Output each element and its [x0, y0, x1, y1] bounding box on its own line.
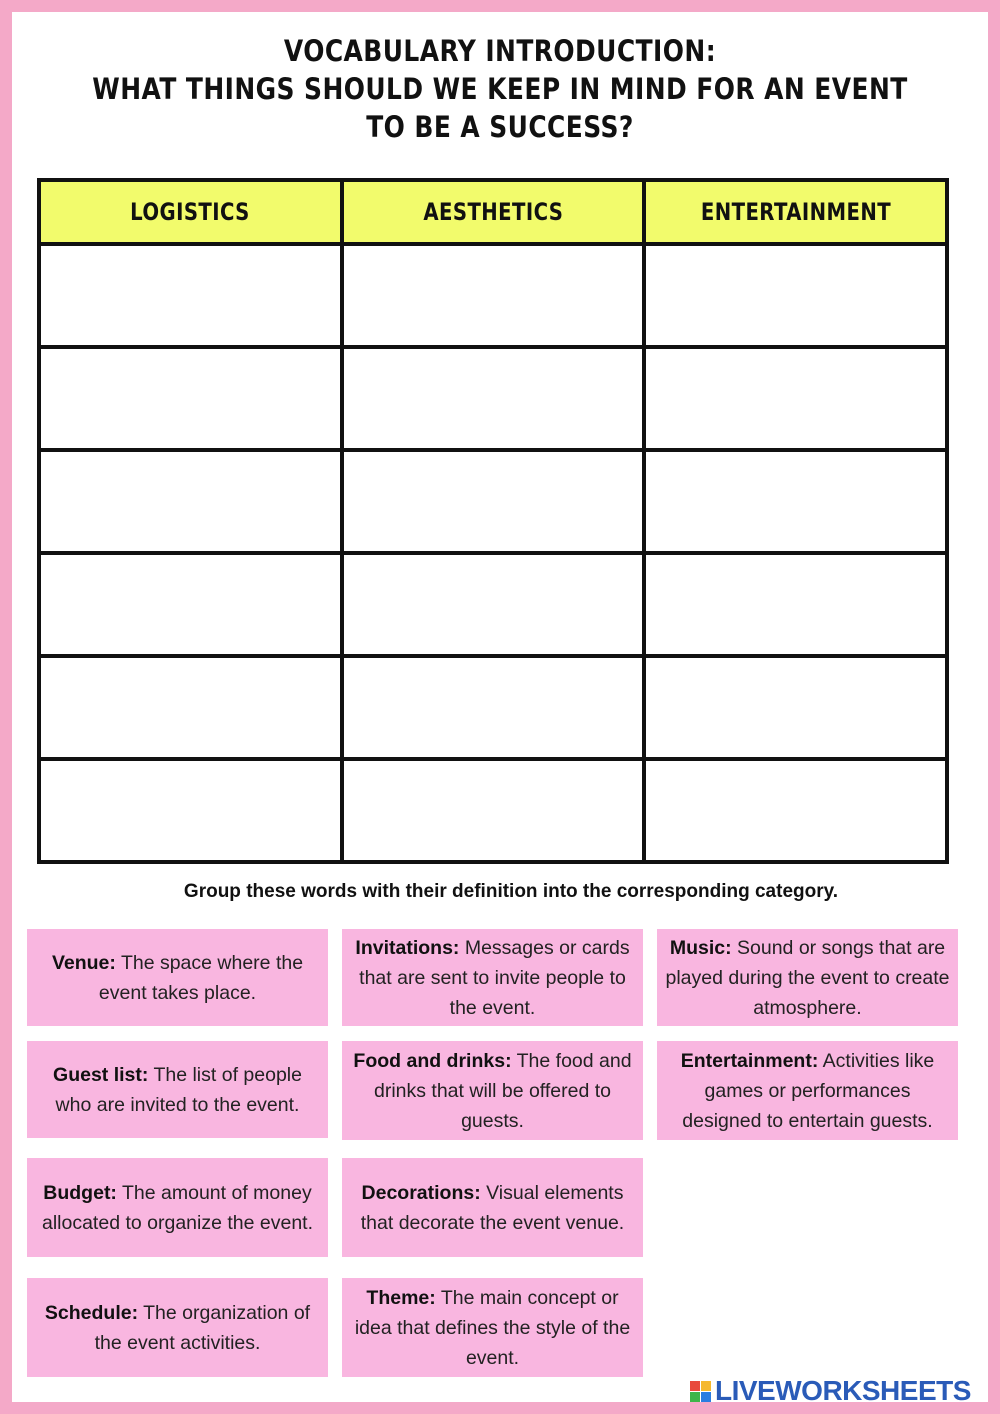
- drop-cell-logistics[interactable]: [39, 656, 342, 759]
- drop-cell-entertainment[interactable]: [644, 347, 947, 450]
- title-line-2: WHAT THINGS SHOULD WE KEEP IN MIND FOR AN EVENT: [92, 72, 908, 106]
- card-definition: Sound or songs that are played during the event to create atmosphere.: [665, 936, 950, 1019]
- drop-cell-logistics[interactable]: [39, 450, 342, 553]
- drop-cell-aesthetics[interactable]: [342, 450, 645, 553]
- drop-cell-logistics[interactable]: [39, 759, 342, 862]
- table-row: [39, 553, 947, 656]
- card-definition: The list of people who are invited to the event.: [55, 1063, 302, 1116]
- liveworksheets-logo[interactable]: [690, 1376, 971, 1406]
- card-definition: The main concept or idea that defines the style of the event.: [354, 1286, 631, 1369]
- card-term: Decorations:: [361, 1181, 481, 1204]
- card-term: Food and drinks:: [353, 1049, 512, 1072]
- drop-cell-aesthetics[interactable]: [342, 244, 645, 347]
- card-entertainment[interactable]: [657, 1041, 958, 1140]
- drop-cell-aesthetics[interactable]: [342, 553, 645, 656]
- card-text: [33, 1178, 322, 1238]
- card-text: [33, 948, 322, 1008]
- drop-cell-entertainment[interactable]: [644, 450, 947, 553]
- drop-cell-logistics[interactable]: [39, 347, 342, 450]
- table-row: [39, 244, 947, 347]
- header-aesthetics: AESTHETICS: [342, 180, 645, 244]
- card-guest-list[interactable]: [27, 1041, 328, 1138]
- title-line-3: TO BE A SUCCESS?: [366, 110, 634, 144]
- logo-square-4: [701, 1392, 711, 1402]
- card-budget[interactable]: [27, 1158, 328, 1257]
- table-row: [39, 450, 947, 553]
- card-term: Theme:: [366, 1286, 436, 1309]
- card-term: Entertainment:: [680, 1049, 819, 1072]
- card-invitations[interactable]: [342, 929, 643, 1026]
- header-logistics: LOGISTICS: [39, 180, 342, 244]
- card-schedule[interactable]: [27, 1278, 328, 1377]
- card-text: [354, 933, 631, 1023]
- drop-cell-logistics[interactable]: [39, 244, 342, 347]
- category-table: [37, 178, 949, 864]
- card-term: Schedule:: [44, 1301, 139, 1324]
- card-term: Music:: [669, 936, 732, 959]
- card-text: [354, 1283, 631, 1373]
- card-term: Venue:: [51, 951, 116, 974]
- card-term: Budget:: [43, 1181, 117, 1204]
- drop-cell-aesthetics[interactable]: [342, 759, 645, 862]
- card-food-and-drinks[interactable]: [342, 1041, 643, 1140]
- drop-cell-entertainment[interactable]: [644, 656, 947, 759]
- drop-cell-aesthetics[interactable]: [342, 347, 645, 450]
- page-title: [70, 32, 930, 146]
- liveworksheets-logo-icon: [690, 1381, 711, 1402]
- card-definition: The space where the event takes place.: [98, 951, 304, 1004]
- card-text: [348, 1046, 637, 1136]
- logo-square-3: [690, 1392, 700, 1402]
- card-definition: The amount of money allocated to organize the event.: [41, 1181, 314, 1234]
- header-row: [39, 180, 947, 244]
- card-term: Invitations:: [355, 936, 460, 959]
- table-row: [39, 656, 947, 759]
- logo-text: LIVEWORKSHEETS: [715, 1375, 971, 1406]
- table-row: [39, 759, 947, 862]
- instruction-text: Group these words with their definition into the corresponding category.: [183, 881, 839, 902]
- card-text: [660, 933, 955, 1023]
- card-text: [667, 1046, 948, 1136]
- card-theme[interactable]: [342, 1278, 643, 1377]
- card-definition: The organization of the event activities.: [94, 1301, 311, 1354]
- card-music[interactable]: [657, 929, 958, 1026]
- drop-cell-aesthetics[interactable]: [342, 656, 645, 759]
- drop-cell-entertainment[interactable]: [644, 553, 947, 656]
- card-decorations[interactable]: [342, 1158, 643, 1257]
- drop-cell-logistics[interactable]: [39, 553, 342, 656]
- title-line-1: VOCABULARY INTRODUCTION:: [283, 34, 717, 68]
- table-row: [39, 347, 947, 450]
- card-definition: Messages or cards that are sent to invite people to the event.: [359, 936, 630, 1019]
- logo-square-1: [690, 1381, 700, 1391]
- card-text: [348, 1178, 637, 1238]
- card-definition: Activities like games or performances designed to entertain guests.: [682, 1049, 935, 1132]
- drop-cell-entertainment[interactable]: [644, 759, 947, 862]
- card-definition: Visual elements that decorate the event venue.: [360, 1181, 625, 1234]
- drop-cell-entertainment[interactable]: [644, 244, 947, 347]
- header-entertainment: ENTERTAINMENT: [644, 180, 947, 244]
- card-text: [33, 1298, 322, 1358]
- card-text: [41, 1060, 314, 1120]
- logo-square-2: [701, 1381, 711, 1391]
- card-term: Guest list:: [53, 1063, 149, 1086]
- card-venue[interactable]: [27, 929, 328, 1026]
- card-definition: The food and drinks that will be offered to guests.: [373, 1049, 632, 1132]
